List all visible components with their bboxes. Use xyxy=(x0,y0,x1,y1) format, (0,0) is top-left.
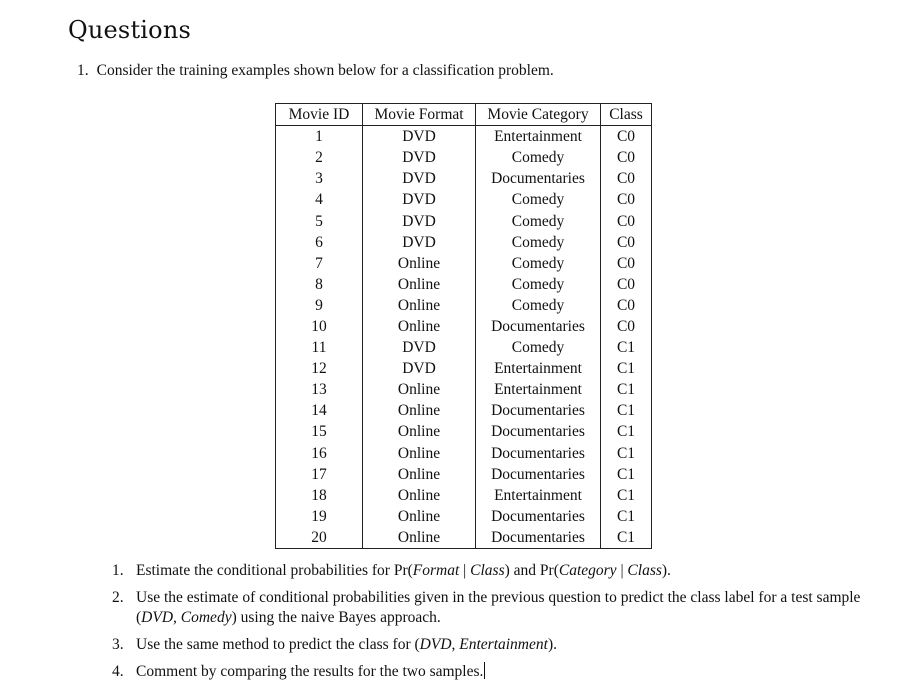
cell-movie-category: Comedy xyxy=(476,253,601,274)
header-movie-category: Movie Category xyxy=(476,104,601,126)
cell-movie-category: Comedy xyxy=(476,189,601,210)
cell-class: C1 xyxy=(601,400,652,421)
cell-movie-id: 12 xyxy=(276,358,363,379)
table-row xyxy=(276,295,652,316)
header-class: Class xyxy=(601,104,652,126)
training-examples-table xyxy=(275,103,652,549)
cell-movie-category: Documentaries xyxy=(476,506,601,527)
cell-movie-category: Comedy xyxy=(476,337,601,358)
cell-movie-id: 18 xyxy=(276,485,363,506)
cell-movie-format: DVD xyxy=(363,337,476,358)
cell-class: C1 xyxy=(601,464,652,485)
cell-movie-id: 13 xyxy=(276,379,363,400)
cell-movie-format: Online xyxy=(363,379,476,400)
cell-movie-id: 8 xyxy=(276,274,363,295)
cell-movie-format: Online xyxy=(363,527,476,549)
table-row xyxy=(276,232,652,253)
header-movie-format: Movie Format xyxy=(363,104,476,126)
cell-class: C1 xyxy=(601,421,652,442)
sub-question-1-text xyxy=(136,561,882,581)
math-test-sample: DVD, Comedy xyxy=(141,609,232,626)
math-format: Format xyxy=(412,562,460,579)
cell-class: C1 xyxy=(601,358,652,379)
cell-movie-format: Online xyxy=(363,400,476,421)
sub-question-4-text[interactable] xyxy=(136,662,882,682)
sub-questions-list xyxy=(112,561,882,689)
cell-movie-category: Comedy xyxy=(476,274,601,295)
cell-movie-category: Entertainment xyxy=(476,379,601,400)
cell-movie-id: 20 xyxy=(276,527,363,549)
text-segment: ) and Pr( xyxy=(504,562,559,579)
cell-class: C0 xyxy=(601,232,652,253)
sub-question-1-number: 1. xyxy=(112,562,124,579)
table-row xyxy=(276,210,652,231)
cell-class: C1 xyxy=(601,443,652,464)
table-row xyxy=(276,253,652,274)
cell-class: C0 xyxy=(601,253,652,274)
table-row xyxy=(276,400,652,421)
cell-movie-format: DVD xyxy=(363,358,476,379)
table-row xyxy=(276,527,652,549)
cell-movie-format: Online xyxy=(363,443,476,464)
cell-movie-format: DVD xyxy=(363,232,476,253)
cell-movie-format: Online xyxy=(363,506,476,527)
cell-movie-format: DVD xyxy=(363,126,476,148)
cell-movie-id: 15 xyxy=(276,421,363,442)
cell-class: C0 xyxy=(601,274,652,295)
math-category: Category xyxy=(558,562,617,579)
math-class: Class xyxy=(470,562,505,579)
table-body xyxy=(276,126,652,549)
sub-question-3-text xyxy=(136,635,882,655)
table-row xyxy=(276,337,652,358)
text-segment: ) using the naive Bayes approach. xyxy=(231,609,441,626)
sub-question-2-number: 2. xyxy=(112,589,124,606)
cell-movie-format: DVD xyxy=(363,147,476,168)
cell-class: C0 xyxy=(601,210,652,231)
table-row xyxy=(276,379,652,400)
cell-movie-category: Comedy xyxy=(476,295,601,316)
cell-movie-category: Documentaries xyxy=(476,421,601,442)
table-row xyxy=(276,274,652,295)
text-segment: ). xyxy=(547,636,557,653)
cell-movie-id: 7 xyxy=(276,253,363,274)
cell-class: C0 xyxy=(601,126,652,148)
cell-movie-category: Entertainment xyxy=(476,485,601,506)
cell-movie-category: Comedy xyxy=(476,210,601,231)
cell-movie-id: 1 xyxy=(276,126,363,148)
header-movie-id: Movie ID xyxy=(276,104,363,126)
sub-question-2 xyxy=(112,588,882,628)
sub-question-2-text xyxy=(136,588,882,628)
table-row xyxy=(276,126,652,148)
table-row xyxy=(276,358,652,379)
cell-movie-category: Documentaries xyxy=(476,464,601,485)
cell-movie-category: Entertainment xyxy=(476,358,601,379)
cell-movie-id: 6 xyxy=(276,232,363,253)
cell-movie-id: 2 xyxy=(276,147,363,168)
question-1 xyxy=(77,62,554,80)
text-segment: | xyxy=(459,562,471,579)
cell-movie-category: Documentaries xyxy=(476,527,601,549)
text-segment: Estimate the conditional probabilities for Pr( xyxy=(136,562,413,579)
cell-movie-format: DVD xyxy=(363,189,476,210)
cell-class: C1 xyxy=(601,527,652,549)
text-cursor xyxy=(484,662,485,679)
table-header-row xyxy=(276,104,652,126)
cell-movie-id: 5 xyxy=(276,210,363,231)
cell-movie-format: Online xyxy=(363,316,476,337)
sub-question-4 xyxy=(112,662,882,682)
cell-class: C0 xyxy=(601,316,652,337)
cell-class: C1 xyxy=(601,485,652,506)
cell-class: C0 xyxy=(601,168,652,189)
table-row xyxy=(276,147,652,168)
section-heading: Questions xyxy=(68,16,191,44)
cell-movie-format: Online xyxy=(363,464,476,485)
text-segment: Use the estimate of conditional probabilities given in the previous question to predict the class label for a test sample ( xyxy=(136,589,861,626)
cell-movie-category: Documentaries xyxy=(476,400,601,421)
text-segment: | xyxy=(616,562,628,579)
text-segment: Use the same method to predict the class for ( xyxy=(136,636,420,653)
question-1-number: 1. xyxy=(77,62,89,79)
table-row xyxy=(276,316,652,337)
cell-movie-format: Online xyxy=(363,485,476,506)
table-row xyxy=(276,443,652,464)
cell-movie-id: 19 xyxy=(276,506,363,527)
cell-movie-format: DVD xyxy=(363,168,476,189)
table-row xyxy=(276,189,652,210)
cell-movie-category: Documentaries xyxy=(476,443,601,464)
cell-movie-id: 9 xyxy=(276,295,363,316)
cell-movie-id: 16 xyxy=(276,443,363,464)
table-row xyxy=(276,506,652,527)
math-test-sample: DVD, Entertainment xyxy=(419,636,548,653)
cell-movie-category: Documentaries xyxy=(476,168,601,189)
cell-movie-format: Online xyxy=(363,295,476,316)
sub-question-4-number: 4. xyxy=(112,663,124,680)
cell-class: C0 xyxy=(601,189,652,210)
math-class: Class xyxy=(627,562,662,579)
question-1-text: Consider the training examples shown below for a classification problem. xyxy=(96,62,554,79)
cell-class: C0 xyxy=(601,147,652,168)
cell-movie-format: DVD xyxy=(363,210,476,231)
cell-class: C1 xyxy=(601,337,652,358)
text-segment: Comment by comparing the results for the two samples. xyxy=(136,663,484,680)
cell-movie-format: Online xyxy=(363,253,476,274)
table-row xyxy=(276,421,652,442)
text-segment: ). xyxy=(661,562,671,579)
cell-class: C0 xyxy=(601,295,652,316)
table-row xyxy=(276,485,652,506)
cell-movie-format: Online xyxy=(363,274,476,295)
cell-movie-category: Documentaries xyxy=(476,316,601,337)
cell-movie-id: 14 xyxy=(276,400,363,421)
cell-movie-id: 10 xyxy=(276,316,363,337)
cell-movie-category: Comedy xyxy=(476,232,601,253)
cell-movie-category: Comedy xyxy=(476,147,601,168)
cell-movie-id: 4 xyxy=(276,189,363,210)
cell-class: C1 xyxy=(601,379,652,400)
sub-question-3-number: 3. xyxy=(112,636,124,653)
cell-class: C1 xyxy=(601,506,652,527)
table-row xyxy=(276,464,652,485)
cell-movie-id: 17 xyxy=(276,464,363,485)
sub-question-3 xyxy=(112,635,882,655)
cell-movie-id: 11 xyxy=(276,337,363,358)
cell-movie-id: 3 xyxy=(276,168,363,189)
cell-movie-format: Online xyxy=(363,421,476,442)
sub-question-1 xyxy=(112,561,882,581)
table-row xyxy=(276,168,652,189)
cell-movie-category: Entertainment xyxy=(476,126,601,148)
